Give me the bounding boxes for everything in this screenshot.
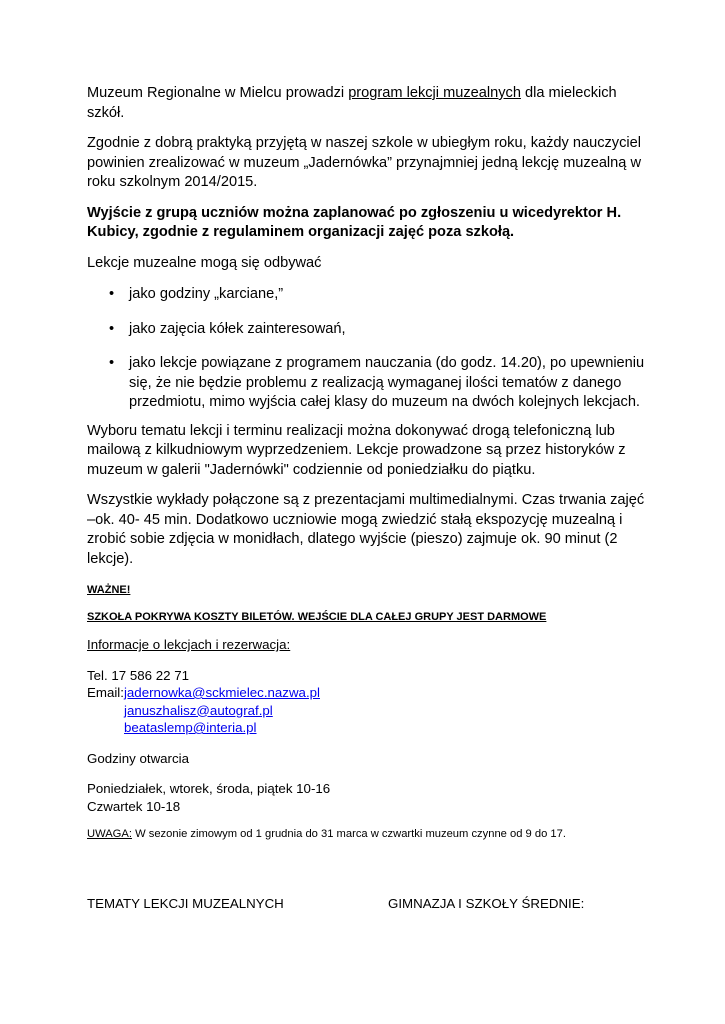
program-link[interactable]: program lekcji muzealnych (348, 85, 521, 101)
lesson-forms-list (87, 285, 647, 413)
list-item (87, 285, 647, 305)
lectures-paragraph: Wszystkie wykłady połączone są z prezentacjami multimedialnymi. Czas trwania zajęć –ok. 40- 45 min. Dodatkowo uczniowie mogą zwiedzić stałą ekspozycję muzealną i zrobić sobie zdjęcia w monidłach, dlatego wyjście (pieszo) zajmuje ok. 90 minut (2 lekcje). (87, 492, 645, 567)
info-heading: Informacje o lekcjach i rezerwacja: (87, 637, 291, 652)
email-row (87, 684, 647, 702)
important-label: WAŻNE! (87, 584, 131, 596)
hours-line-2: Czwartek 10-18 (87, 798, 181, 814)
intro-text-after: dla mieleckich szkół. (87, 85, 617, 121)
email-row-3 (87, 719, 647, 737)
winter-note (87, 827, 647, 842)
email-row-2 (87, 702, 647, 720)
topics-heading: TEMATY LEKCJI MUZEALNYCH (87, 896, 284, 911)
bullet-icon: • (109, 320, 115, 337)
booking-paragraph: Wyboru tematu lekcji i terminu realizacji można dokonywać drogą telefoniczną lub mailową z kilkudniowym wyprzedzeniem. Lekcje prowadzone są przez historyków z muzeum w galerii "Jadernówki" codziennie od poniedziałku do piątku. (87, 422, 626, 478)
note-label: UWAGA: (87, 828, 132, 840)
email-link-beataslemp[interactable]: beataslemp@interia.pl (124, 720, 257, 735)
lessons-intro: Lekcje muzealne mogą się odbywać (87, 254, 322, 271)
bullet-icon: • (109, 286, 115, 302)
practice-paragraph: Zgodnie z dobrą praktyką przyjętą w naszej szkole w ubiegłym roku, każdy nauczyciel powinien zrealizować w muzeum „Jadernówka” przynajmniej jedną lekcję muzealną w roku szkolnym 2014/2015. (87, 135, 642, 190)
list-item-text: jako lekcje powiązane z programem nauczania (do godz. 14.20), po upewnieniu się, że nie będzie problemu z realizacją wymaganej ilości tematów z danego przedmiotu, mimo wyjścia całej klasy do muzeum na dwóch kolejnych lekcjach. (129, 355, 645, 410)
email-label: Email: (87, 685, 124, 700)
intro-text-before: Muzeum Regionalne w Mielcu prowadzi (87, 85, 349, 101)
list-item-text: jako godziny „karciane,” (129, 286, 284, 302)
email-link-jadernowka[interactable]: jadernowka@sckmielec.nazwa.pl (123, 685, 320, 700)
document-page (87, 84, 647, 842)
trip-paragraph: Wyjście z grupą uczniów można zaplanować po zgłoszeniu u wicedyrektor H. Kubicy, zgodnie z regulaminem organizacji zajęć poza szkołą. (87, 204, 622, 240)
hours-heading: Godziny otwarcia (87, 750, 189, 766)
schools-heading: GIMNAZJA I SZKOŁY ŚREDNIE: (388, 896, 585, 911)
list-item (87, 320, 647, 340)
list-item-text: jako zajęcia kółek zainteresowań, (129, 320, 346, 337)
bullet-icon: • (109, 355, 115, 371)
email-link-januszhalisz[interactable]: januszhalisz@autograf.pl (124, 702, 273, 718)
phone-number: Tel. 17 586 22 71 (87, 667, 190, 683)
footer-row (87, 896, 647, 911)
hours-line-1: Poniedziałek, wtorek, środa, piątek 10-16 (87, 781, 331, 796)
important-text: SZKOŁA POKRYWA KOSZTY BILETÓW. WEJŚCIE DLA CAŁEJ GRUPY JEST DARMOWE (87, 611, 547, 623)
note-text: W sezonie zimowym od 1 grudnia do 31 marca w czwartki muzeum czynne od 9 do 17. (131, 828, 566, 840)
intro-paragraph (87, 84, 647, 123)
list-item (87, 354, 647, 413)
